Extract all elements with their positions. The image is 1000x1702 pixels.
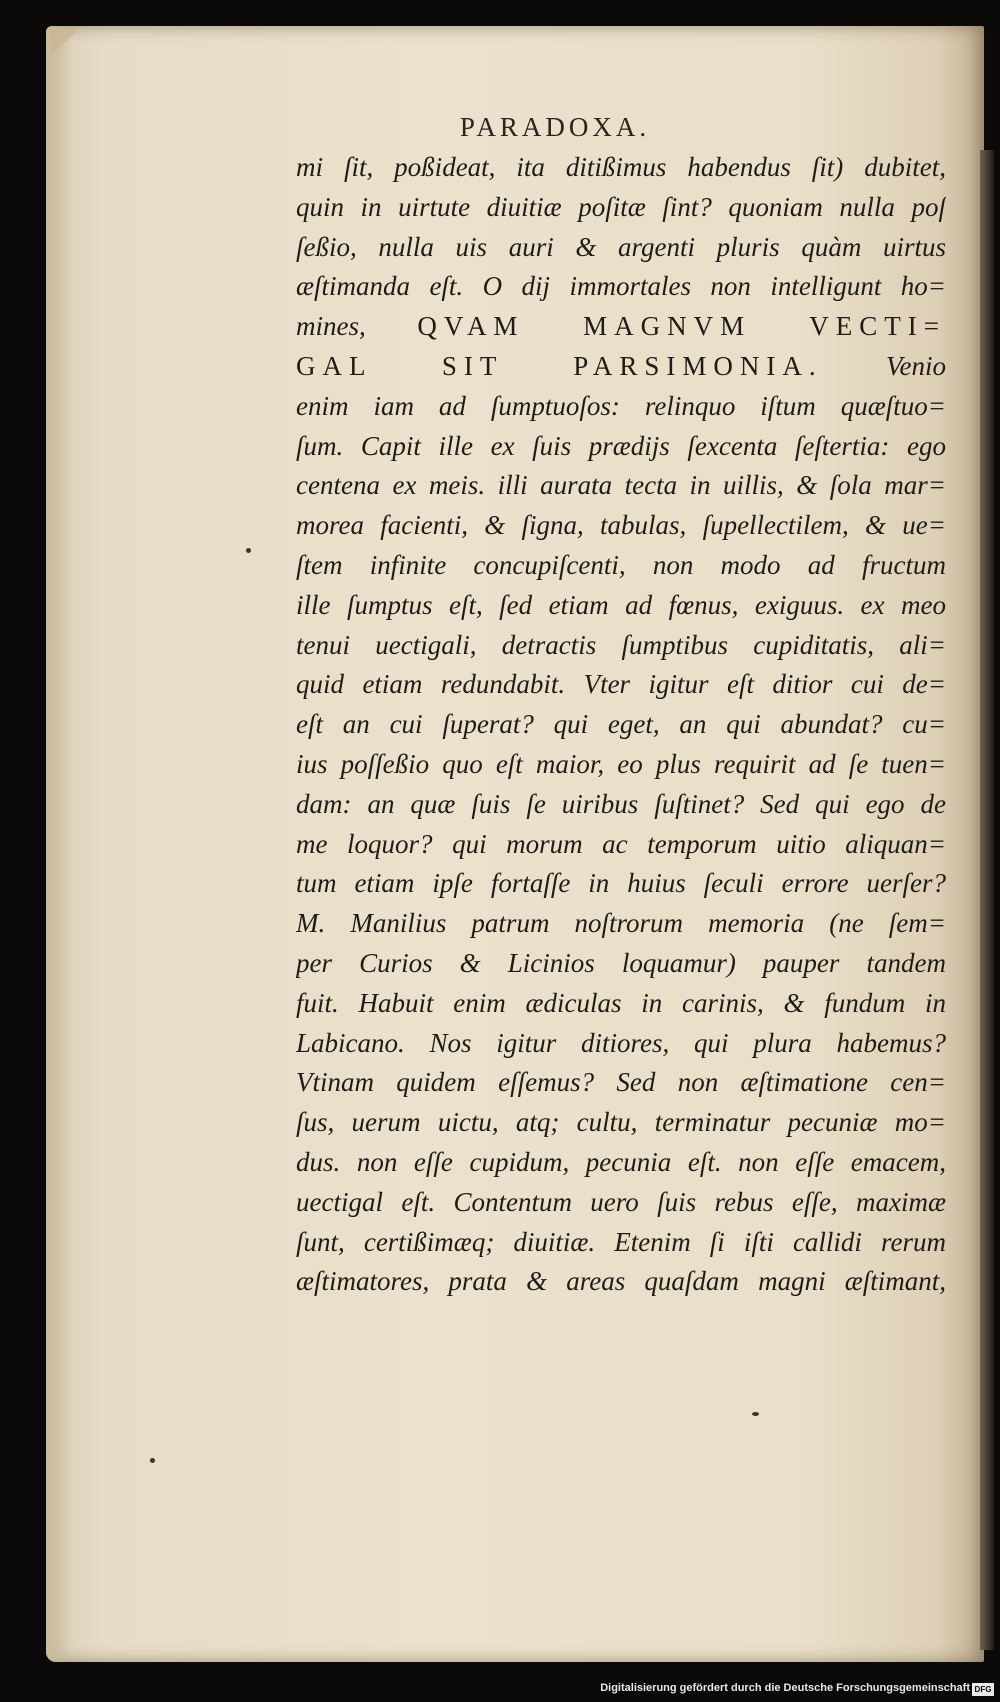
ink-speck — [752, 1412, 759, 1416]
text-line — [296, 665, 946, 705]
ink-speck — [246, 548, 251, 553]
line-text: ſus, uerum uictu, atq; cultu, terminatur pecuniæ mo= — [296, 1107, 946, 1138]
ink-speck — [150, 1458, 155, 1463]
line-text: fuit. Habuit enim ædiculas in carinis, & fundum in — [296, 987, 946, 1018]
text-line — [296, 148, 946, 188]
line-text: enim iam ad ſumptuoſos: relinquo iſtum quæſtuo= — [296, 390, 946, 421]
small-caps-phrase: QVAM MAGNVM VECTI= — [417, 311, 946, 342]
line-text: eſt an cui ſuperat? qui eget, an qui abundat? cu= — [296, 709, 946, 740]
line-text: ius poſſeßio quo eſt maior, eo plus requirit ad ſe tuen= — [296, 748, 946, 779]
line-text: dam: an quæ ſuis ſe uiribus ſuſtinet? Sed qui ego de — [296, 788, 946, 819]
text-line — [296, 1063, 946, 1103]
text-line — [296, 307, 946, 347]
binding-edge — [980, 150, 994, 1650]
text-line — [296, 427, 946, 467]
text-line — [296, 705, 946, 745]
line-text: mines, — [296, 311, 366, 342]
text-line — [296, 1223, 946, 1263]
text-line — [296, 904, 946, 944]
text-line — [296, 1024, 946, 1064]
text-line — [296, 228, 946, 268]
text-line — [296, 1143, 946, 1183]
line-text: quid etiam redundabit. Vter igitur eſt ditior cui de= — [296, 669, 946, 700]
line-text: me loquor? qui morum ac temporum uitio aliquan= — [296, 828, 946, 859]
line-text: tum etiam ipſe fortaſſe in huius ſeculi errore uerſer? — [296, 868, 946, 899]
line-text: morea facienti, & ſigna, tabulas, ſupellectilem, & ue= — [296, 510, 946, 541]
line-text: Vtinam quidem eſſemus? Sed non æſtimatione cen= — [296, 1067, 946, 1098]
line-text: tenui uectigali, detractis ſumptibus cupiditatis, ali= — [296, 629, 946, 660]
line-text: æſtimanda eſt. O dij immortales non intelligunt ho= — [296, 271, 946, 302]
line-text: æſtimatores, prata & areas quaſdam magni æſtimant, — [296, 1266, 946, 1297]
text-line — [296, 506, 946, 546]
dfg-logo: DFG — [972, 1683, 994, 1696]
text-line — [296, 1183, 946, 1223]
line-text: quin in uirtute diuitiæ poſitæ ſint? quoniam nulla poſ — [296, 191, 946, 222]
line-text: ſtem infinite concupiſcenti, non modo ad fructum — [296, 549, 946, 580]
line-text: ille ſumptus eſt, ſed etiam ad fœnus, exiguus. ex meo — [296, 589, 946, 620]
line-text: centena ex meis. illi aurata tecta in uillis, & ſola mar= — [296, 470, 946, 501]
page-gutter-shadow — [46, 26, 72, 1662]
text-line — [296, 626, 946, 666]
text-line — [296, 347, 946, 387]
line-text: Venio — [886, 350, 946, 381]
text-line — [296, 825, 946, 865]
small-caps-phrase: GAL SIT PARSIMONIA. — [296, 350, 823, 381]
text-line — [296, 1262, 946, 1302]
body-text — [296, 148, 946, 1302]
text-line — [296, 466, 946, 506]
text-line — [296, 546, 946, 586]
text-line — [296, 864, 946, 904]
text-line — [296, 586, 946, 626]
digitization-credit: Digitalisierung gefördert durch die Deutsche Forschungsgemeinschaft — [600, 1682, 970, 1694]
line-text: ſunt, certißimæq; diuitiæ. Etenim ſi iſti callidi rerum — [296, 1226, 946, 1257]
text-line — [296, 1103, 946, 1143]
running-head: PARADOXA. — [459, 112, 651, 142]
line-text: ſeßio, nulla uis auri & argenti pluris quàm uirtus — [296, 231, 946, 262]
text-line — [296, 387, 946, 427]
text-line — [296, 267, 946, 307]
line-text: uectigal eſt. Contentum uero ſuis rebus eſſe, maximæ — [296, 1186, 946, 1217]
line-text: M. Manilius patrum noſtrorum memoria (ne ſem= — [296, 908, 946, 939]
line-text: Labicano. Nos igitur ditiores, qui plura habemus? — [296, 1027, 946, 1058]
text-line — [296, 188, 946, 228]
line-text: ſum. Capit ille ex ſuis prædijs ſexcenta ſeſtertia: ego — [296, 430, 946, 461]
text-line — [296, 944, 946, 984]
line-text: per Curios & Licinios loquamur) pauper tandem — [296, 947, 946, 978]
text-line — [296, 785, 946, 825]
text-line — [296, 745, 946, 785]
line-text: mi ſit, poßideat, ita ditißimus habendus ſit) dubitet, — [296, 152, 946, 182]
line-text: dus. non eſſe cupidum, pecunia eſt. non eſſe emacem, — [296, 1146, 946, 1177]
text-line — [296, 984, 946, 1024]
